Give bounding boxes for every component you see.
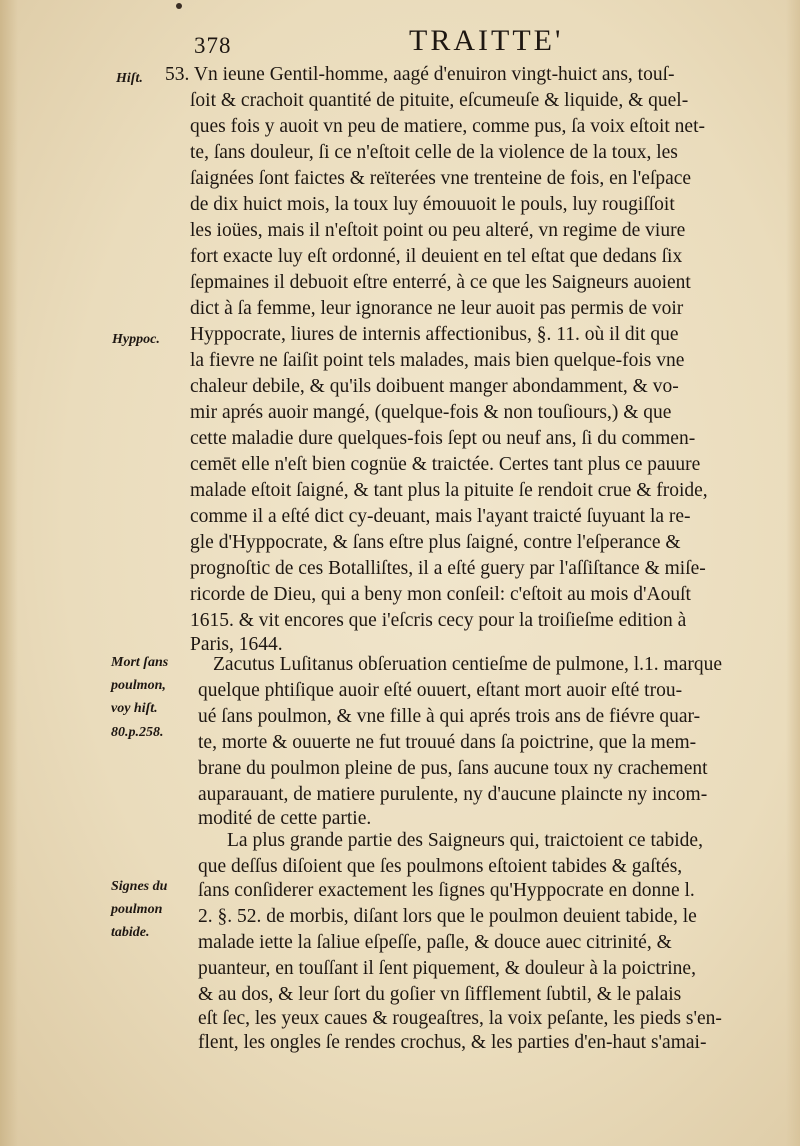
text-line-18: comme il a eſté dict cy-deuant, mais l'ayant traicté ſuyuant la re- bbox=[190, 506, 691, 527]
margin-note-mort-line3: voy hiſt. bbox=[111, 701, 158, 716]
text-line-11: Hyppocrate, liures de internis affectionibus, §. 11. où il dit que bbox=[190, 324, 679, 345]
text-line-35: malade iette la ſaliue eſpeſſe, paſle, & douce auec citrinité, & bbox=[198, 932, 672, 953]
text-line-12: la fievre ne ſaiſit point tels malades, mais bien quelque-fois vne bbox=[190, 350, 685, 371]
text-line-7: les ioües, mais il n'eſtoit point ou peu alteré, vn regime de viure bbox=[190, 220, 686, 241]
margin-note-mort-line2: poulmon, bbox=[111, 678, 166, 693]
text-line-32: que deſſus diſoient que ſes poulmons eſtoient tabides & gaſtés, bbox=[198, 856, 683, 877]
text-line-36: puanteur, en touſſant il ſent piquement, & douleur à la poictrine, bbox=[198, 958, 696, 979]
text-line-34: 2. §. 52. de morbis, diſant lors que le poulmon deuient tabide, le bbox=[198, 906, 697, 927]
text-line-39: flent, les ongles ſe rendes crochus, & les parties d'en-haut s'amai- bbox=[198, 1032, 707, 1053]
text-line-26: ué ſans poulmon, & vne fille à qui aprés trois ans de fiévre quar- bbox=[198, 706, 701, 727]
text-line-25: quelque phtiſique auoir eſté ouuert, eſtant mort auoir eſté trou- bbox=[198, 680, 683, 701]
margin-note-signes-line2: poulmon bbox=[111, 902, 163, 917]
ink-spot bbox=[176, 3, 182, 9]
text-line-16: cemēt elle n'eſt bien cognüe & traictée. Certes tant plus ce pauure bbox=[190, 454, 701, 475]
text-line-10: dict à ſa femme, leur ignorance ne leur auoit pas permis de voir bbox=[190, 298, 684, 319]
text-line-29: auparauant, de matiere purulente, ny d'aucune plaincte ny incom- bbox=[198, 784, 708, 805]
text-line-14: mir aprés auoir mangé, (quelque-fois & non touſiours,) & que bbox=[190, 402, 672, 423]
running-head: TRAITTE' bbox=[409, 24, 564, 57]
text-line-13: chaleur debile, & qu'ils doibuent manger abondamment, & vo- bbox=[190, 376, 679, 397]
page-number: 378 bbox=[194, 33, 232, 58]
text-line-24: Zacutus Luſitanus obſeruation centieſme de pulmone, l.1. marque bbox=[213, 654, 723, 675]
text-line-5: ſaignées ſont faictes & reïterées vne trenteine de fois, en l'eſpace bbox=[190, 168, 692, 189]
text-line-38: eſt ſec, les yeux caues & rougeaſtres, la voix peſante, les pieds s'en- bbox=[198, 1008, 722, 1029]
text-line-1: 53. Vn ieune Gentil-homme, aagé d'enuiron vingt-huict ans, touſ- bbox=[165, 64, 675, 85]
text-line-37: & au dos, & leur ſort du goſier vn ſifflement ſubtil, & le palais bbox=[198, 984, 682, 1005]
text-line-30: modité de cette partie. bbox=[198, 808, 372, 829]
text-line-3: ques fois y auoit vn peu de matiere, comme pus, ſa voix eſtoit net- bbox=[190, 116, 705, 137]
text-line-28: brane du poulmon pleine de pus, ſans aucune toux ny crachement bbox=[198, 758, 708, 779]
page-left-shadow bbox=[0, 0, 18, 1146]
text-line-4: te, ſans douleur, ſi ce n'eſtoit celle de la violence de la toux, les bbox=[190, 142, 678, 163]
text-line-15: cette maladie dure quelques-fois ſept ou neuf ans, ſi du commen- bbox=[190, 428, 696, 449]
text-line-31: La plus grande partie des Saigneurs qui, traictoient ce tabide, bbox=[227, 830, 703, 851]
text-line-21: ricorde de Dieu, qui a beny mon conſeil: c'eſtoit au mois d'Aouſt bbox=[190, 584, 691, 605]
margin-note-mort-line4: 80.p.258. bbox=[111, 725, 164, 740]
text-line-33: ſans conſiderer exactement les ſignes qu'Hyppocrate en donne l. bbox=[198, 880, 695, 901]
text-line-2: ſoit & crachoit quantité de pituite, eſcumeuſe & liquide, & quel- bbox=[190, 90, 689, 111]
page-right-shadow bbox=[786, 0, 800, 1146]
text-line-9: ſepmaines il debuoit eſtre enterré, à ce que les Saigneurs auoient bbox=[190, 272, 691, 293]
margin-note-hyppoc: Hyppoc. bbox=[112, 332, 160, 347]
text-line-23: Paris, 1644. bbox=[190, 634, 283, 655]
text-line-8: fort exacte luy eſt ordonné, il deuient en tel eſtat que dedans ſix bbox=[190, 246, 683, 267]
margin-note-signes-line1: Signes du bbox=[111, 879, 168, 894]
margin-note-mort-line1: Mort ſans bbox=[111, 655, 169, 670]
text-line-22: 1615. & vit encores que i'eſcris cecy pour la troiſieſme edition à bbox=[190, 610, 687, 631]
text-line-19: gle d'Hyppocrate, & ſans eſtre plus ſaigné, contre l'eſperance & bbox=[190, 532, 681, 553]
text-line-17: malade eſtoit ſaigné, & tant plus la pituite ſe rendoit crue & froide, bbox=[190, 480, 708, 501]
text-line-27: te, morte & ouuerte ne fut trouué dans ſa poictrine, que la mem- bbox=[198, 732, 697, 753]
text-line-20: prognoſtic de ces Botalliſtes, il a eſté guery par l'aſſiſtance & miſe- bbox=[190, 558, 706, 579]
text-line-6: de dix huict mois, la toux luy émouuoit le pouls, luy rougiſſoit bbox=[190, 194, 675, 215]
margin-note-signes-line3: tabide. bbox=[111, 925, 150, 940]
margin-note-hist: Hiſt. bbox=[116, 71, 143, 86]
